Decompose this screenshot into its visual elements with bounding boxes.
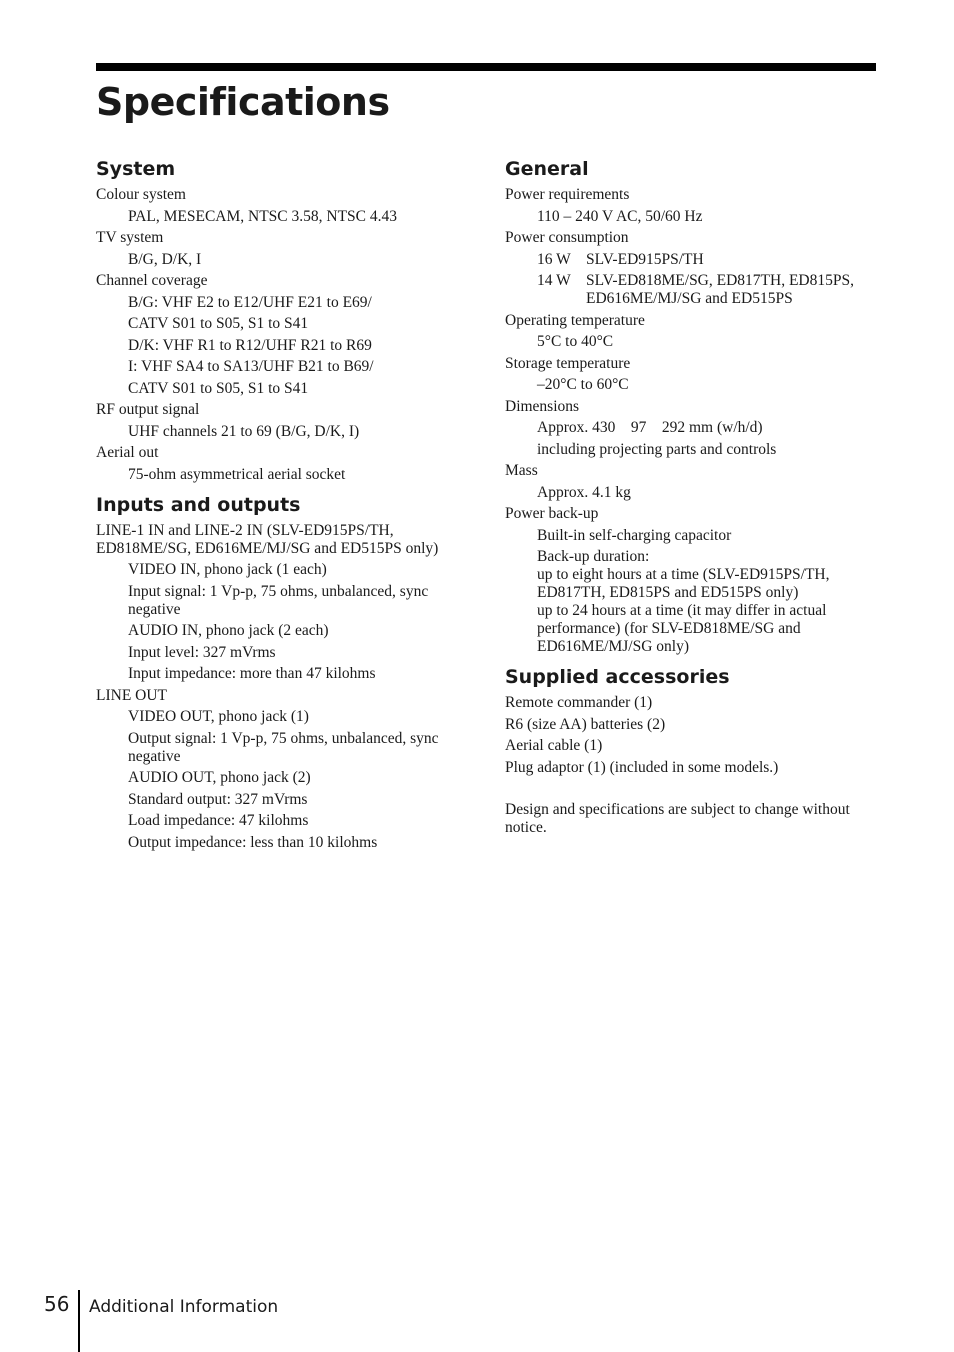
- spec-value: Input signal: 1 Vp-p, 75 ohms, unbalanced, sync negative: [128, 582, 429, 618]
- inputs-outputs-heading: Inputs and outputs: [96, 493, 301, 516]
- page-title: Specifications: [96, 80, 390, 124]
- spec-value: D/K: VHF R1 to R12/UHF R21 to R69: [128, 336, 372, 354]
- general-section: [505, 156, 880, 656]
- power-watts: 16 W: [537, 250, 571, 268]
- accessories-heading: Supplied accessories: [505, 666, 730, 688]
- spec-label: Aerial out: [96, 444, 159, 461]
- spec-value: Input level: 327 mVrms: [128, 643, 276, 661]
- spec-value: B/G: VHF E2 to E12/UHF E21 to E69/: [128, 293, 372, 311]
- spec-value: 75-ohm asymmetrical aerial socket: [128, 465, 346, 483]
- spec-value: Standard output: 327 mVrms: [128, 790, 308, 808]
- page-number: 56: [44, 1292, 70, 1316]
- spec-value: Approx. 4.1 kg: [537, 483, 631, 501]
- spec-value: I: VHF SA4 to SA13/UHF B21 to B69/: [128, 358, 374, 375]
- spec-value: –20°C to 60°C: [537, 376, 629, 393]
- spec-value: AUDIO IN, phono jack (2 each): [128, 622, 329, 639]
- spec-value: up to 24 hours at a time (it may differ in actual performance) (for SLV-ED818ME/SG and ED616ME/MJ/SG only): [537, 602, 827, 655]
- spec-value: UHF channels 21 to 69 (B/G, D/K, I): [128, 422, 360, 440]
- inputs-outputs-section: [96, 492, 471, 852]
- list-item: R6 (size AA) batteries (2): [505, 715, 666, 733]
- accessories-section: [505, 664, 880, 837]
- spec-value: Output impedance: less than 10 kilohms: [128, 833, 378, 851]
- list-item: Plug adaptor (1) (included in some models.): [505, 758, 779, 776]
- spec-value: Input impedance: more than 47 kilohms: [128, 665, 376, 682]
- general-heading: General: [505, 158, 589, 180]
- spec-label: Operating temperature: [505, 311, 645, 329]
- spec-label: Power requirements: [505, 186, 630, 203]
- power-consumption-row: [505, 251, 880, 269]
- spec-label: RF output signal: [96, 401, 200, 418]
- power-consumption-row: [505, 272, 880, 308]
- spec-label: Mass: [505, 462, 538, 479]
- spec-value: AUDIO OUT, phono jack (2): [128, 769, 311, 786]
- spec-label: Storage temperature: [505, 354, 631, 372]
- spec-value: PAL, MESECAM, NTSC 3.58, NTSC 4.43: [128, 207, 398, 225]
- spec-value: Back-up duration:: [537, 548, 650, 565]
- list-item: Remote commander (1): [505, 694, 653, 711]
- spec-label: Colour system: [96, 186, 186, 203]
- spec-value: VIDEO OUT, phono jack (1): [128, 708, 309, 725]
- footer-divider: [78, 1290, 80, 1352]
- footer-section-label: Additional Information: [89, 1297, 279, 1317]
- spec-label: LINE OUT: [96, 686, 168, 704]
- spec-label: LINE-1 IN and LINE-2 IN (SLV-ED915PS/TH, ED818ME/SG, ED616ME/MJ/SG and ED515PS only): [96, 521, 439, 557]
- spec-value: up to eight hours at a time (SLV-ED915PS/TH, ED817TH, ED815PS and ED515PS only): [537, 566, 830, 601]
- power-models: SLV-ED915PS/TH: [586, 250, 704, 268]
- spec-value: including projecting parts and controls: [537, 440, 777, 458]
- power-watts: 14 W: [537, 272, 571, 289]
- spec-value: CATV S01 to S05, S1 to S41: [128, 315, 309, 332]
- spec-value: B/G, D/K, I: [128, 250, 202, 268]
- spec-label: Power back-up: [505, 505, 599, 522]
- spec-label: Channel coverage: [96, 272, 208, 289]
- spec-label: Power consumption: [505, 229, 629, 246]
- spec-value: Load impedance: 47 kilohms: [128, 812, 309, 829]
- spec-value: Output signal: 1 Vp-p, 75 ohms, unbalanced, sync negative: [128, 729, 439, 765]
- change-notice: Design and specifications are subject to change without notice.: [505, 800, 850, 836]
- spec-value: CATV S01 to S05, S1 to S41: [128, 379, 309, 397]
- system-heading: System: [96, 158, 176, 180]
- spec-value: Built-in self-charging capacitor: [537, 526, 732, 544]
- list-item: Aerial cable (1): [505, 737, 603, 754]
- spec-value: 5°C to 40°C: [537, 333, 614, 350]
- spec-value: VIDEO IN, phono jack (1 each): [128, 561, 327, 578]
- spec-label: TV system: [96, 229, 164, 246]
- right-column: [505, 156, 880, 837]
- spec-label: Dimensions: [505, 397, 580, 415]
- top-rule: [96, 63, 876, 71]
- spec-value: 110 – 240 V AC, 50/60 Hz: [537, 207, 703, 225]
- left-column: [96, 156, 471, 852]
- system-section: [96, 156, 471, 484]
- spec-value: Approx. 430 97 292 mm (w/h/d): [537, 419, 763, 436]
- power-models: SLV-ED818ME/SG, ED817TH, ED815PS, ED616ME/MJ/SG and ED515PS: [586, 272, 854, 307]
